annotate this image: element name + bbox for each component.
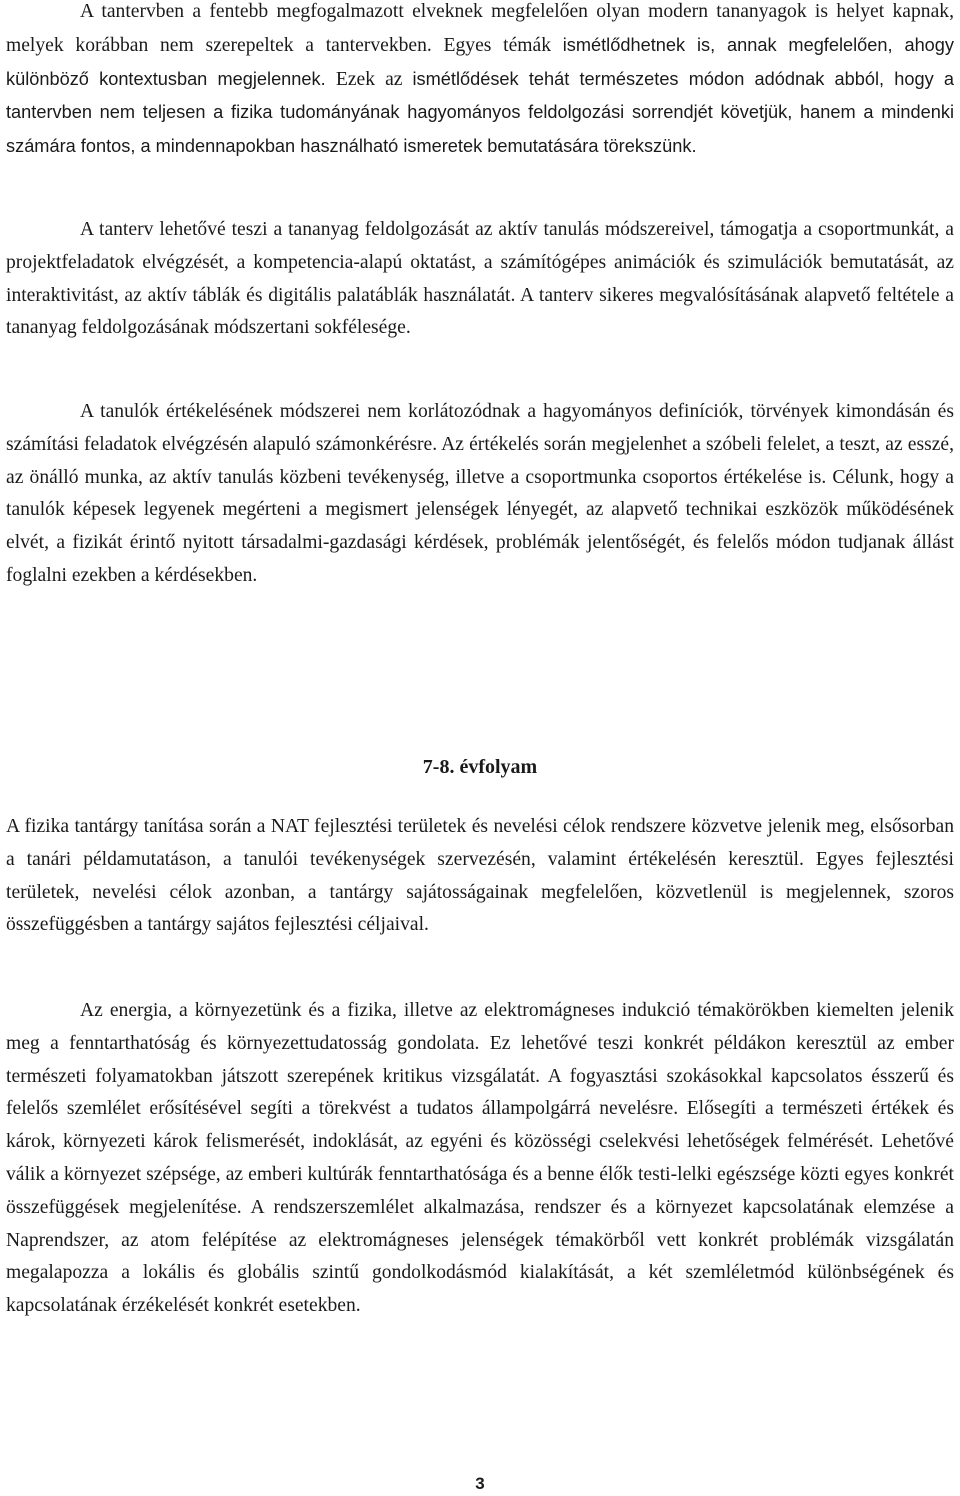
- paragraph-sustainability: Az energia, a környezetünk és a fizika, illetve az elektromágneses indukció témakörökben kiemelten jelenik meg a fenntarthatóság és környezettudatosság gondolata. Ez lehetővé teszi konkrét példákon keresztül az ember természeti folyamatokban játszott szerepének kritikus vizsgálatát. A fogyasztási szokásokkal kapcsolatos ésszerű és felelős szemlélet erősítésével segíti a törekvést a tudatos állampolgárrá nevelésre. Elősegíti a természeti értékek és károk, környezeti károk felismerését, indoklását, az egyéni és közösségi cselekvési lehetőségek felmérését. Lehetővé válik a környezet szépsége, az emberi kultúrák fenntarthatósága és a benne élők testi-lelki egészsége közti egyes konkrét összefüggések megjelenítése. A rendszerszemlélet alkalmazása, rendszer és a környezet kapcsolatának elemzése a Naprendszer, az atom felépítése az elektromágneses jelenségek témakörből vett konkrét problémák vizsgálatán megalapozza a lokális és globális szintű gondolkodásmód kialakítását, a két szemléletmód különbségének és kapcsolatának érzékelését konkrét esetekben.: [6, 1000, 954, 1317]
- paragraph-segment: A tantervben a fentebb megfogalmazott elveknek megfelelően olyan modern tananyagok is helyet kapnak, melyek korábban nem szerepeltek a tantervekben. Egyes témák: [6, 1, 954, 56]
- paragraph-segment: Ezek az: [335, 68, 413, 90]
- paragraph-segment: ismétlődések tehát természetes módon adódnak abból, hogy a tantervben nem teljesen a fizika tudományának hagyományos feldolgozási sorrendjét követjük, hanem a mindenki számára fontos, a mindennapokban használható ismeretek bemutatására törekszünk.: [6, 68, 954, 157]
- page-number: 3: [475, 1474, 485, 1493]
- paragraph-nat-development: A fizika tantárgy tanítása során a NAT fejlesztési területek és nevelési célok rendszere közvetve jelenik meg, elsősorban a tanári példamutatáson, a tanulói tevékenységek szervezésén, valamint értékelésén keresztül. Egyes fejlesztési területek, nevelési célok azonban, a tantárgy sajátosságainak megfelelően, közvetlenül is megjelennek, szoros összefüggésben a tantárgy sajátos fejlesztési céljaival.: [6, 816, 954, 936]
- section-heading-grade: 7-8. évfolyam: [422, 756, 538, 778]
- paragraph-active-learning: A tanterv lehetővé teszi a tananyag feldolgozását az aktív tanulás módszereivel, támogatja a csoportmunkát, a projektfeladatok elvégzését, a kompetencia-alapú oktatást, a számítógépes animációk és szimulációk bemutatását, az interaktivitást, az aktív táblák és digitális palatáblák használatát. A tanterv sikeres megvalósításának alapvető feltétele a tananyag feldolgozásának módszertani sokfélesége.: [6, 219, 954, 339]
- paragraph-curriculum-modern-topics: [6, 0, 954, 164]
- paragraph-segment: ismétlődhetnek is, annak megfelelően, ahogy különböző kontextusban megjelennek.: [6, 34, 955, 89]
- paragraph-assessment-methods: A tanulók értékelésének módszerei nem korlátozódnak a hagyományos definíciók, törvények kimondásán és számítási feladatok elvégzésén alapuló számonkérésre. Az értékelés során megjelenhet a szóbeli felelet, a teszt, az esszé, az önálló munka, az aktív tanulás közbeni tevékenység, illetve a csoportmunka csoportos értékelése is. Célunk, hogy a tanulók képesek legyenek megérteni a megismert jelenségek lényegét, az alapvető technikai eszközök működésének elvét, a fizikát érintő nyitott társadalmi-gazdasági kérdések, problémák jelentőségét, és felelős módon tudjanak állást foglalni ezekben a kérdésekben.: [6, 401, 954, 586]
